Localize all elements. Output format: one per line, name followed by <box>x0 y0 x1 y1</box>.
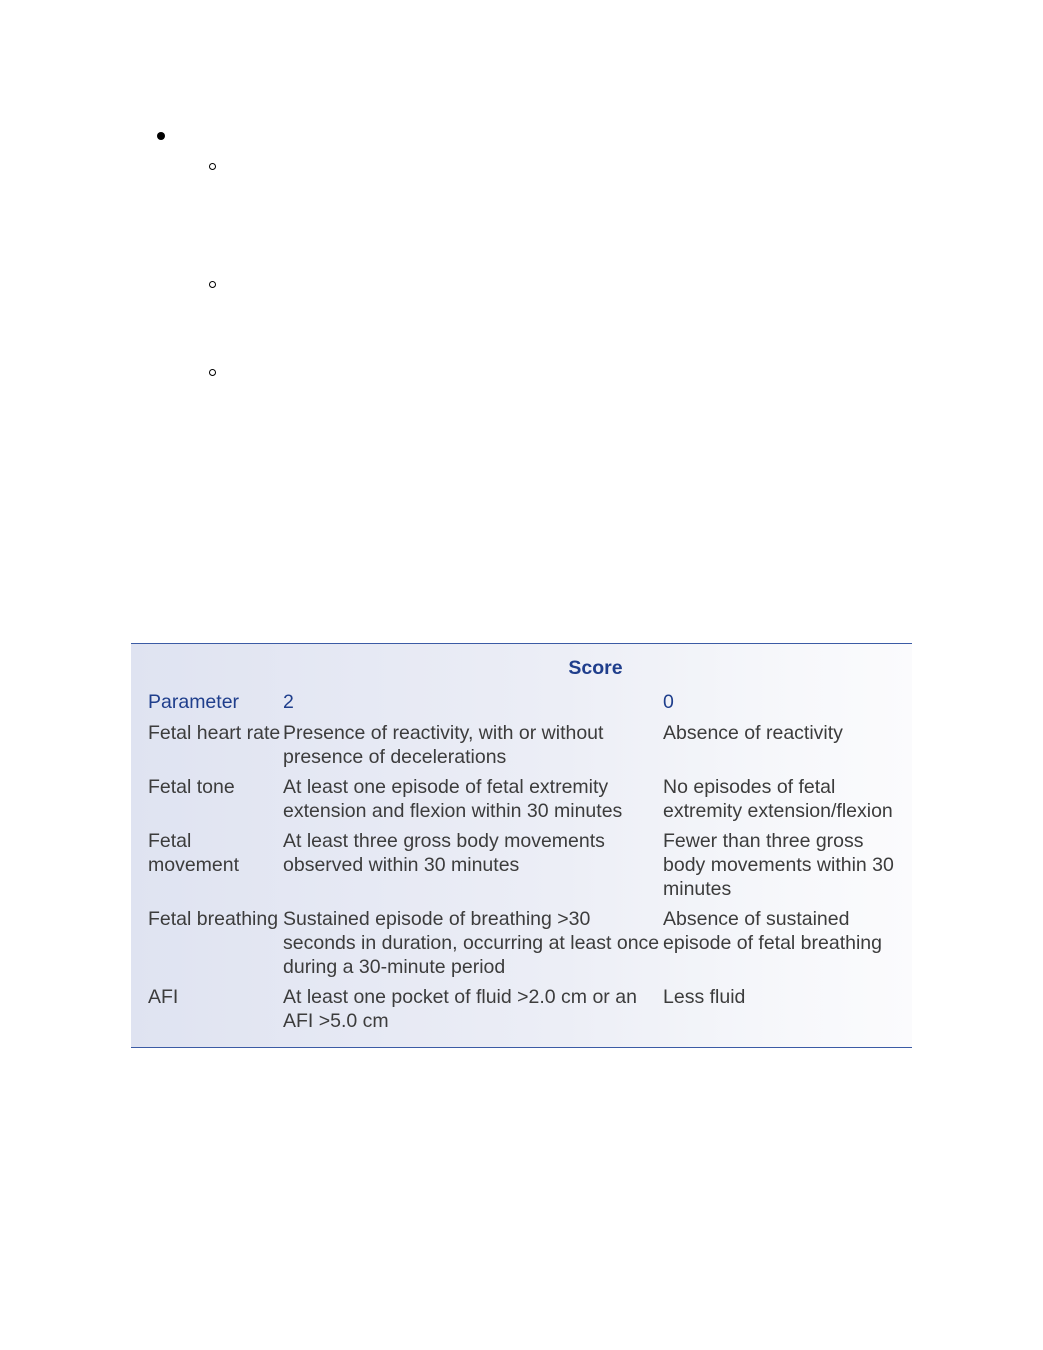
score-table-figure <box>131 643 912 1048</box>
score-group-header: Score <box>568 657 623 679</box>
score-2-cell: At least one pocket of fluid >2.0 cm or an AFI >5.0 cm <box>283 986 637 1032</box>
score-2-cell: At least one episode of fetal extremity extension and flexion within 30 minutes <box>283 776 623 822</box>
sub-list-bullet <box>209 281 216 288</box>
parameter-cell: Fetal tone <box>148 776 235 798</box>
sub-list-bullet <box>209 163 216 170</box>
score-0-cell: Less fluid <box>663 986 746 1008</box>
score-group-header-row <box>143 656 908 690</box>
score-2-cell: Sustained episode of breathing >30 seconds in duration, occurring at least once during a 30-minute period <box>283 908 660 978</box>
parameter-cell: AFI <box>148 986 179 1008</box>
score-table <box>143 656 908 1039</box>
score-0-cell: Fewer than three gross body movements within 30 minutes <box>663 830 894 900</box>
list-bullet <box>157 132 165 140</box>
score-2-cell: At least three gross body movements observed within 30 minutes <box>283 830 605 876</box>
column-header-score-0: 0 <box>663 691 674 713</box>
parameter-cell: Fetal movement <box>148 830 240 876</box>
parameter-cell: Fetal breathing <box>148 908 279 930</box>
table-row <box>143 907 908 985</box>
parameter-cell: Fetal heart rate <box>148 722 281 744</box>
score-0-cell: Absence of reactivity <box>663 722 843 744</box>
table-row <box>143 829 908 907</box>
table-row <box>143 985 908 1039</box>
column-header-score-2: 2 <box>283 691 294 713</box>
score-2-cell: Presence of reactivity, with or without presence of decelerations <box>283 722 604 768</box>
sub-list-bullet <box>209 369 216 376</box>
column-header-parameter: Parameter <box>148 691 240 713</box>
column-header-row <box>143 690 908 721</box>
table-row <box>143 775 908 829</box>
score-0-cell: No episodes of fetal extremity extension/flexion <box>663 776 893 822</box>
score-0-cell: Absence of sustained episode of fetal breathing <box>663 908 882 954</box>
table-row <box>143 721 908 775</box>
